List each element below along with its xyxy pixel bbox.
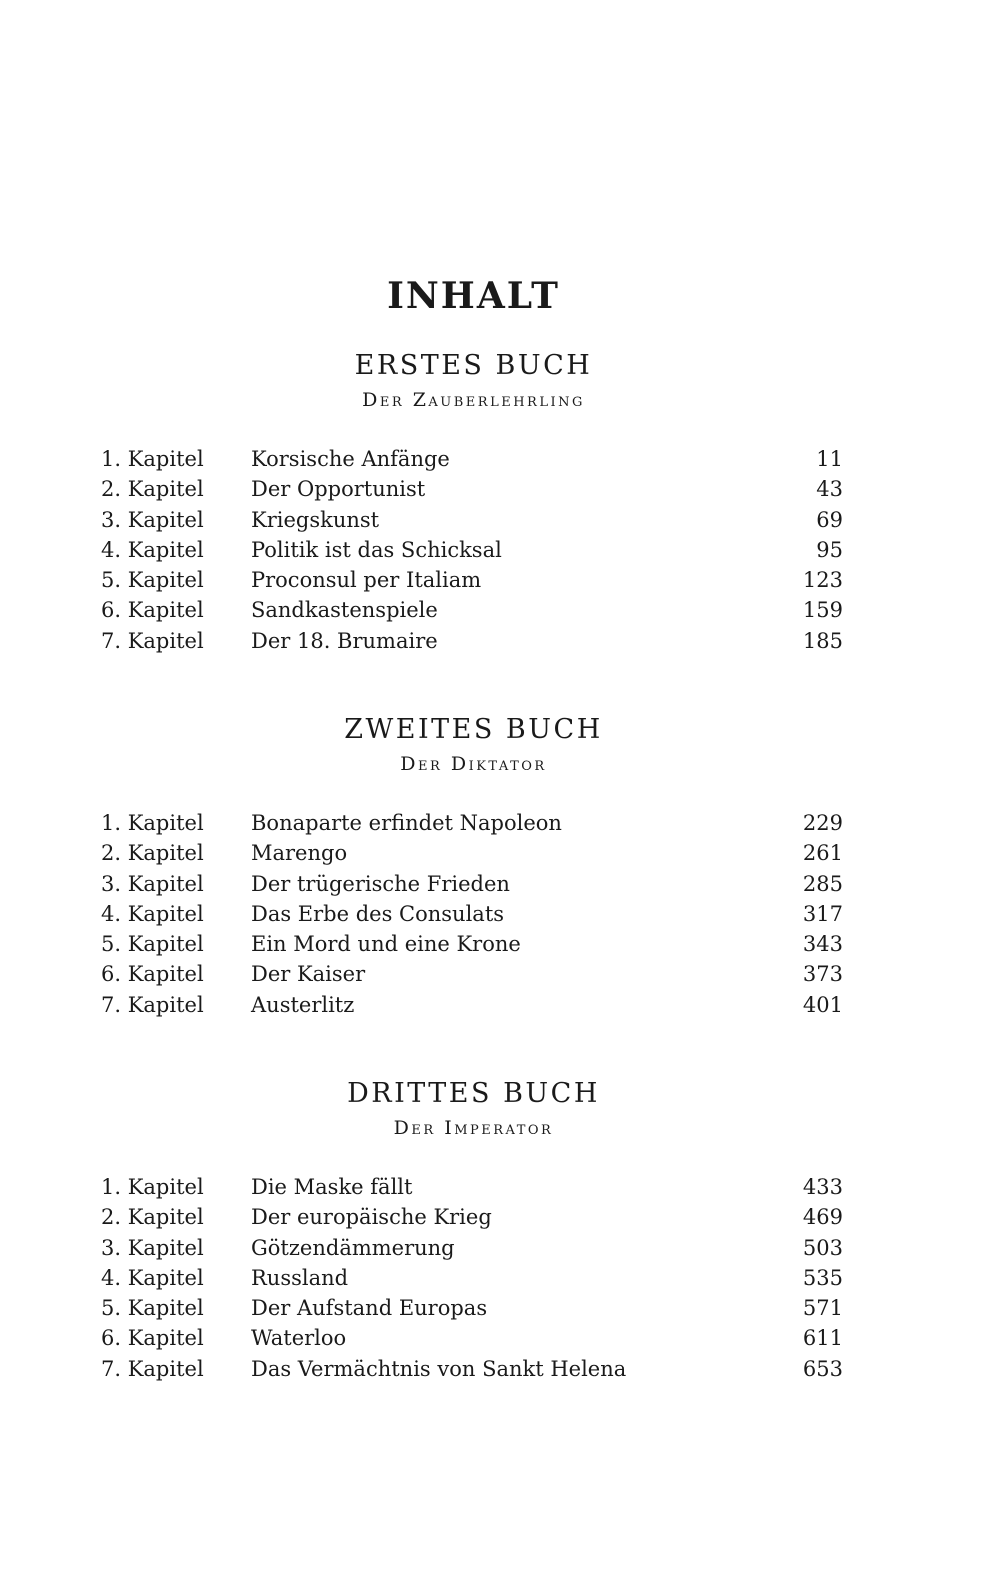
chapter-row[interactable] [0, 1354, 1000, 1384]
chapter-number: 6. Kapitel [101, 598, 204, 623]
chapter-page-number: 653 [802, 1356, 843, 1381]
chapter-number: 2. Kapitel [101, 477, 204, 502]
chapter-number: 5. Kapitel [101, 568, 204, 593]
chapter-title: Der Kaiser [251, 962, 366, 987]
chapter-title: Der Aufstand Europas [251, 1296, 488, 1321]
chapter-number: 7. Kapitel [101, 1356, 204, 1381]
chapter-title: Das Erbe des Consulats [251, 901, 505, 926]
chapter-title: Proconsul per Italiam [251, 568, 482, 593]
chapter-title: Der 18. Brumaire [251, 628, 438, 653]
chapter-number: 2. Kapitel [101, 841, 204, 866]
chapter-row[interactable] [0, 869, 1000, 899]
chapter-title: Bonaparte erfindet Napoleon [251, 811, 562, 835]
chapter-list [0, 444, 1000, 656]
chapter-title: Korsische Anfänge [251, 447, 450, 471]
book-subtitle: Der Diktator [400, 753, 547, 775]
chapter-number: 5. Kapitel [101, 1296, 204, 1321]
chapter-number: 5. Kapitel [101, 932, 204, 957]
chapter-row[interactable] [0, 1202, 1000, 1232]
chapter-title: Götzendämmerung [251, 1235, 455, 1260]
chapter-row[interactable] [0, 474, 1000, 504]
chapter-page-number: 535 [802, 1265, 843, 1290]
chapter-page-number: 95 [816, 537, 843, 562]
chapter-page-number: 123 [802, 568, 843, 593]
book-title: ZWEITES BUCH [344, 714, 603, 745]
chapter-title: Austerlitz [251, 992, 355, 1017]
chapter-title: Kriegskunst [251, 507, 380, 532]
chapter-page-number: 611 [802, 1326, 843, 1351]
chapter-row[interactable] [0, 1323, 1000, 1353]
chapter-row[interactable] [0, 626, 1000, 656]
chapter-number: 3. Kapitel [101, 871, 204, 896]
chapter-row[interactable] [0, 838, 1000, 868]
chapter-page-number: 43 [816, 477, 843, 502]
chapter-title: Waterloo [251, 1326, 347, 1351]
chapter-number: 1. Kapitel [101, 811, 204, 835]
chapter-title: Marengo [251, 841, 348, 866]
chapter-page-number: 571 [802, 1296, 843, 1321]
chapter-row[interactable] [0, 899, 1000, 929]
chapter-list [0, 808, 1000, 1020]
book-title: DRITTES BUCH [347, 1078, 600, 1109]
chapter-list [0, 1172, 1000, 1384]
chapter-page-number: 503 [802, 1235, 843, 1260]
chapter-page-number: 317 [802, 901, 843, 926]
chapter-page-number: 373 [802, 962, 843, 987]
chapter-page-number: 11 [816, 447, 843, 471]
chapter-row[interactable] [0, 1293, 1000, 1323]
page-title: INHALT [387, 275, 560, 318]
chapter-number: 1. Kapitel [101, 447, 204, 471]
chapter-number: 7. Kapitel [101, 992, 204, 1017]
chapter-page-number: 185 [802, 628, 843, 653]
chapter-page-number: 285 [802, 871, 843, 896]
chapter-number: 2. Kapitel [101, 1205, 204, 1230]
chapter-number: 1. Kapitel [101, 1175, 204, 1199]
chapter-title: Der europäische Krieg [251, 1205, 492, 1230]
chapter-row[interactable] [0, 1172, 1000, 1202]
chapter-number: 4. Kapitel [101, 537, 204, 562]
chapter-row[interactable] [0, 444, 1000, 474]
chapter-title: Der Opportunist [251, 477, 426, 502]
chapter-number: 4. Kapitel [101, 1265, 204, 1290]
chapter-number: 7. Kapitel [101, 628, 204, 653]
chapter-number: 6. Kapitel [101, 1326, 204, 1351]
chapter-page-number: 229 [802, 811, 843, 835]
chapter-row[interactable] [0, 1263, 1000, 1293]
book-subtitle: Der Imperator [393, 1117, 554, 1139]
chapter-row[interactable] [0, 505, 1000, 535]
chapter-row[interactable] [0, 535, 1000, 565]
chapter-row[interactable] [0, 990, 1000, 1020]
chapter-page-number: 469 [802, 1205, 843, 1230]
chapter-title: Politik ist das Schicksal [251, 537, 502, 562]
book-title: ERSTES BUCH [354, 350, 593, 381]
chapter-row[interactable] [0, 1233, 1000, 1263]
chapter-title: Die Maske fällt [251, 1175, 413, 1199]
chapter-title: Das Vermächtnis von Sankt Helena [251, 1356, 627, 1381]
chapter-title: Sandkastenspiele [251, 598, 438, 623]
chapter-number: 3. Kapitel [101, 1235, 204, 1260]
chapter-number: 4. Kapitel [101, 901, 204, 926]
chapter-page-number: 69 [816, 507, 843, 532]
book-subtitle: Der Zauberlehrling [362, 389, 585, 411]
chapter-title: Russland [251, 1265, 349, 1290]
chapter-row[interactable] [0, 929, 1000, 959]
chapter-title: Der trügerische Frieden [251, 871, 510, 896]
chapter-page-number: 433 [802, 1175, 843, 1199]
chapter-row[interactable] [0, 959, 1000, 989]
chapter-page-number: 159 [802, 598, 843, 623]
chapter-page-number: 343 [802, 932, 843, 957]
chapter-page-number: 401 [802, 992, 843, 1017]
chapter-row[interactable] [0, 595, 1000, 625]
chapter-row[interactable] [0, 565, 1000, 595]
chapter-number: 3. Kapitel [101, 507, 204, 532]
chapter-number: 6. Kapitel [101, 962, 204, 987]
chapter-row[interactable] [0, 808, 1000, 838]
chapter-page-number: 261 [802, 841, 843, 866]
chapter-title: Ein Mord und eine Krone [251, 932, 521, 957]
